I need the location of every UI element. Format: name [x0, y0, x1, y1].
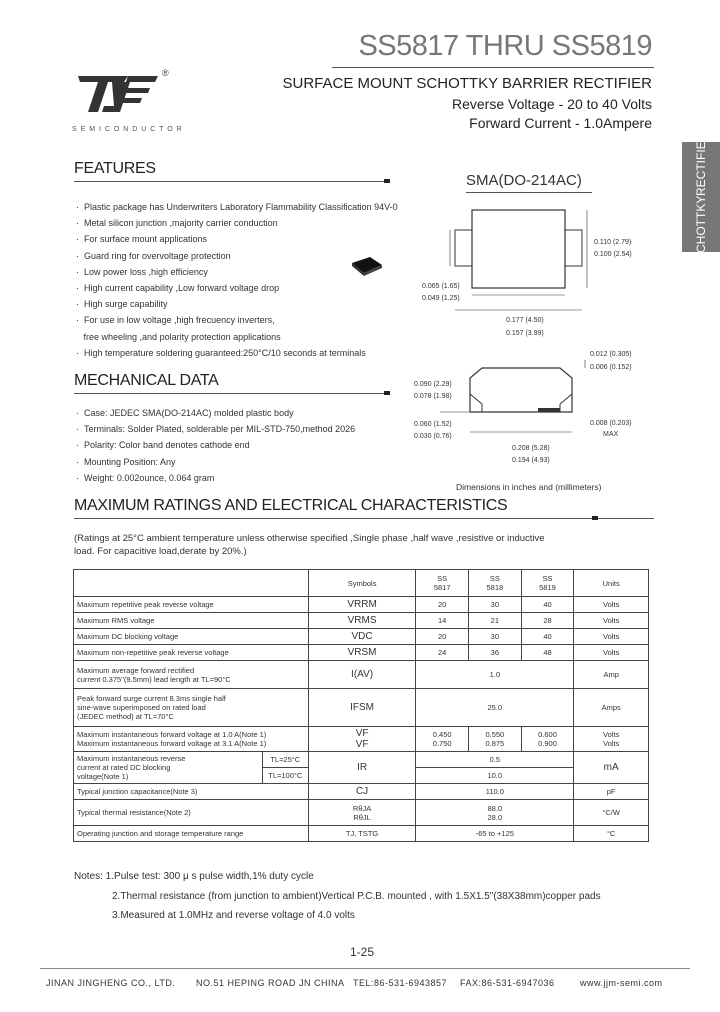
- company-logo: [68, 70, 160, 116]
- table-row: Operating junction and storage temperature range TJ, TSTG -65 to +125 °C: [74, 826, 649, 842]
- dim-8a: 0.208 (5.28): [512, 445, 550, 452]
- footer-rule: [40, 968, 690, 969]
- list-item: · High surge capability: [76, 299, 168, 310]
- mechanical-rule-mark: [384, 391, 390, 395]
- dim-6a: 0.060 (1.52): [414, 421, 452, 428]
- features-rule: [74, 181, 386, 182]
- dim-3b: 0.157 (3.99): [506, 330, 544, 337]
- dim-1a: 0.110 (2.79): [594, 239, 632, 246]
- logo-caption: S E M I C O N D U C T O R: [72, 126, 183, 133]
- list-item: free wheeling ,and polarity protection applications: [83, 331, 281, 342]
- chip-icon: [350, 255, 384, 277]
- table-row: Typical junction capacitance(Note 3) CJ 110.0 pF: [74, 784, 649, 800]
- ratings-rule-mark: [592, 516, 598, 520]
- table-row: Peak forward surge current 8.3ms single half sine-wave superimposed on rated load (JEDEC method) at TL=70°C IFSM 25.0 Amps: [74, 689, 649, 727]
- table-row: Maximum RMS voltage VRMS 14 21 28 Volts: [74, 613, 649, 629]
- note-2: 2.Thermal resistance (from junction to ambient)Vertical P.C.B. mounted , with 1.5X1.5"(38X38mm)copper pads: [112, 891, 601, 902]
- package-label: SMA(DO-214AC): [466, 172, 582, 189]
- list-item: · Polarity: Color band denotes cathode end: [76, 440, 250, 451]
- features-rule-mark: [384, 179, 390, 183]
- table-row: Maximum instantaneous forward voltage at 1.0 A(Note 1) Maximum instantaneous forward voltage at 3.1 A(Note 1) VF VF 0.450 0.750 0.550 0.875 0.600 0.900 Volts Volts: [74, 727, 649, 752]
- footer-fax: FAX:86-531-6947036: [460, 978, 555, 988]
- dimensions-caption: Dimensions in inches and (millimeters): [456, 482, 602, 492]
- package-label-rule: [466, 192, 592, 193]
- category-tab-line1: SCHOTTKY: [694, 196, 708, 262]
- footer-address: NO.51 HEPING ROAD JN CHINA: [196, 978, 345, 988]
- ratings-rule: [74, 518, 654, 519]
- registered-mark: ®: [162, 68, 169, 78]
- dim-7a: 0.008 (0.203): [590, 420, 632, 427]
- features-list: [76, 199, 398, 361]
- col-symbols: Symbols: [308, 570, 416, 597]
- list-item: · Low power loss ,high efficiency: [76, 266, 208, 277]
- ratings-note-2: load. For capacitive load,derate by 20%.): [74, 546, 247, 557]
- forward-current: Forward Current - 1.0Ampere: [469, 115, 652, 131]
- footer-tel: TEL:86-531-6943857: [353, 978, 448, 988]
- list-item: · Metal silicon junction ,majority carrier conduction: [76, 218, 278, 229]
- ratings-note-1: (Ratings at 25°C ambient temperature unless otherwise specified ,Single phase ,half wave ,resistive or inductive: [74, 533, 545, 544]
- features-heading: FEATURES: [74, 160, 156, 177]
- logo-mark-icon: [68, 70, 160, 116]
- mechanical-list: [76, 405, 355, 486]
- list-item: · For surface mount applications: [76, 234, 208, 245]
- dim-4b: 0.006 (0.152): [590, 364, 632, 371]
- col-units: Units: [574, 570, 649, 597]
- dim-8b: 0.194 (4.93): [512, 457, 550, 464]
- list-item: · For use in low voltage ,high frecuency inverters,: [76, 315, 275, 326]
- page-title: SS5817 THRU SS5819: [358, 30, 652, 62]
- table-row: Maximum instantaneous reverse current at rated DC blocking voltage(Note 1) TL=25°C IR 0.5 mA: [74, 752, 649, 768]
- dim-4a: 0.012 (0.305): [590, 351, 632, 358]
- category-tab: [682, 132, 720, 262]
- list-item: · Terminals: Solder Plated, solderable per MIL-STD-750,method 2026: [76, 424, 356, 435]
- table-row: Maximum non-repetitive peak reverse voltage VRSM 24 36 48 Volts: [74, 645, 649, 661]
- table-header-row: [74, 570, 649, 597]
- mechanical-rule: [74, 393, 386, 394]
- list-item: · High current capability ,Low forward voltage drop: [76, 283, 280, 294]
- list-item: · Mounting Position: Any: [76, 456, 176, 467]
- col-ss5817: SS 5817: [416, 570, 469, 597]
- reverse-voltage: Reverse Voltage - 20 to 40 Volts: [451, 96, 652, 112]
- table-row: TL=100°C 10.0: [74, 768, 649, 784]
- ratings-heading: MAXIMUM RATINGS AND ELECTRICAL CHARACTERISTICS: [74, 497, 508, 514]
- dim-5b: 0.078 (1.98): [414, 393, 452, 400]
- table-row: Maximum DC blocking voltage VDC 20 30 40 Volts: [74, 629, 649, 645]
- dim-3a: 0.177 (4.50): [506, 317, 544, 324]
- page-number: 1-25: [350, 945, 375, 959]
- col-ss5819: SS 5819: [521, 570, 574, 597]
- category-tab-line2: RECTIFIER: [694, 132, 708, 196]
- list-item: · Plastic package has Underwriters Laboratory Flammability Classification 94V-0: [76, 202, 398, 212]
- dim-2b: 0.049 (1.25): [422, 295, 460, 302]
- component-photo: [350, 255, 384, 277]
- subtitle: SURFACE MOUNT SCHOTTKY BARRIER RECTIFIER: [282, 75, 652, 92]
- list-item: · Case: JEDEC SMA(DO-214AC) molded plastic body: [76, 408, 294, 418]
- list-item: · Weight: 0.002ounce, 0.064 gram: [76, 472, 215, 483]
- footer-company: JINAN JINGHENG CO., LTD.: [46, 978, 176, 988]
- note-1: Notes: 1.Pulse test: 300 μ s pulse width,1% duty cycle: [74, 871, 314, 882]
- dim-6b: 0.030 (0.76): [414, 433, 452, 440]
- dim-7b: MAX: [603, 431, 619, 438]
- footer-website: www.jjm-semi.com: [580, 978, 663, 988]
- table-row: Maximum average forward rectified current 0.375"(9.5mm) lead length at TL=90°C I(AV) 1.0 Amp: [74, 661, 649, 689]
- list-item: · Guard ring for overvoltage protection: [76, 250, 231, 261]
- table-row: Maximum repetitive peak reverse voltage VRRM 20 30 40 Volts: [74, 597, 649, 613]
- list-item: · High temperature soldering guaranteed:250°C/10 seconds at terminals: [76, 347, 366, 358]
- title-rule: [332, 67, 654, 68]
- dim-5a: 0.090 (2.29): [414, 381, 452, 388]
- note-3: 3.Measured at 1.0MHz and reverse voltage of 4.0 volts: [112, 910, 355, 921]
- dim-1b: 0.100 (2.54): [594, 251, 632, 258]
- dim-2a: 0.065 (1.65): [422, 283, 460, 290]
- table-row: Typical thermal resistance(Note 2) RθJA RθJL 88.0 28.0 °C/W: [74, 800, 649, 826]
- ratings-table: [73, 569, 649, 842]
- mechanical-heading: MECHANICAL DATA: [74, 372, 219, 389]
- col-ss5818: SS 5818: [469, 570, 522, 597]
